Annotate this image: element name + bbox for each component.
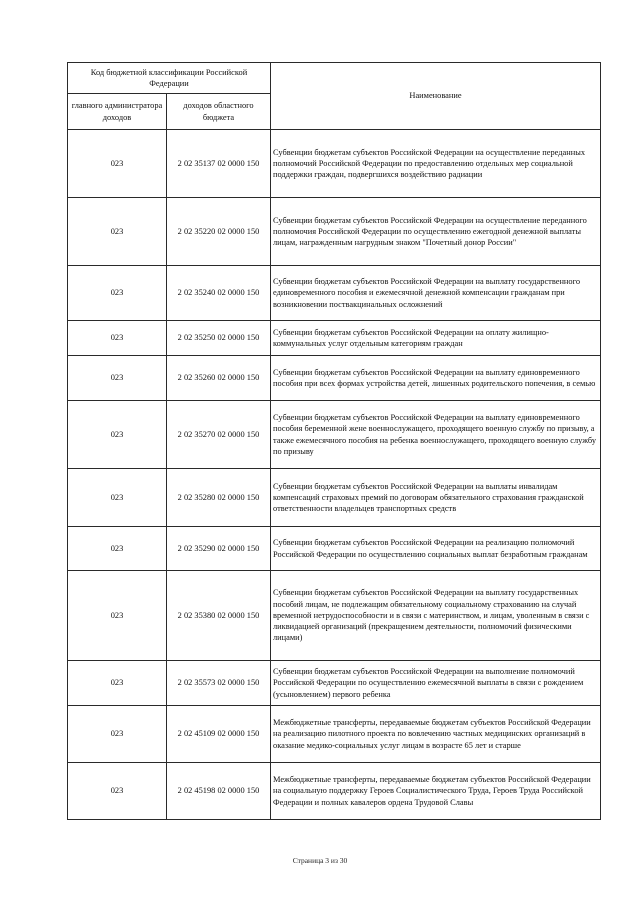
income-code-cell: 2 02 35290 02 0000 150	[167, 527, 271, 571]
admin-code-cell: 023	[68, 356, 167, 401]
name-cell: Субвенции бюджетам субъектов Российской Федерации на осуществление переданного полномочия Российской Федерации по осуществлению ежегодной денежной выплаты лицам, награжденным нагрудным знаком "Почетный донор России"	[271, 198, 601, 266]
budget-classification-table	[67, 62, 601, 820]
name-cell: Субвенции бюджетам субъектов Российской Федерации на выплату государственных пособий лицам, не подлежащим обязательному социальному страхованию на случай временной нетрудоспособности и в связи с материнством, и лицам, уволенным в связи с ликвидацией организаций (прекращением деятельности, полномочий физическими лицами)	[271, 571, 601, 661]
name-cell: Межбюджетные трансферты, передаваемые бюджетам субъектов Российской Федерации на реализацию пилотного проекта по вовлечению частных медицинских организаций в оказание медико-социальных услуг лицам в возрасте 65 лет и старше	[271, 706, 601, 763]
name-cell: Субвенции бюджетам субъектов Российской Федерации на выплату единовременного пособия беременной жене военнослужащего, проходящего военную службу по призыву, а также ежемесячного пособия на ребенка военнослужащего, проходящего военную службу по призыву	[271, 401, 601, 469]
table-row	[68, 356, 601, 401]
income-code-cell: 2 02 35573 02 0000 150	[167, 661, 271, 706]
income-code-cell: 2 02 35280 02 0000 150	[167, 469, 271, 527]
income-code-cell: 2 02 35240 02 0000 150	[167, 266, 271, 321]
income-code-cell: 2 02 35220 02 0000 150	[167, 198, 271, 266]
name-cell: Субвенции бюджетам субъектов Российской Федерации на выплату единовременного пособия при всех формах устройства детей, лишенных родительского попечения, в семью	[271, 356, 601, 401]
income-code-cell: 2 02 45198 02 0000 150	[167, 763, 271, 820]
table-row	[68, 266, 601, 321]
income-code-cell: 2 02 35250 02 0000 150	[167, 321, 271, 356]
admin-code-cell: 023	[68, 198, 167, 266]
table-row	[68, 661, 601, 706]
admin-code-cell: 023	[68, 763, 167, 820]
name-cell: Субвенции бюджетам субъектов Российской Федерации на оплату жилищно-коммунальных услуг отдельным категориям граждан	[271, 321, 601, 356]
name-cell: Субвенции бюджетам субъектов Российской Федерации на выплаты инвалидам компенсаций страховых премий по договорам обязательного страхования гражданской ответственности владельцев транспортных средств	[271, 469, 601, 527]
table-row	[68, 469, 601, 527]
income-code-cell: 2 02 35260 02 0000 150	[167, 356, 271, 401]
table-row	[68, 527, 601, 571]
name-cell: Субвенции бюджетам субъектов Российской Федерации на осуществление переданных полномочий Российской Федерации по предоставлению отдельных мер социальной поддержки граждан, подвергшихся воздействию радиации	[271, 130, 601, 198]
name-cell: Субвенции бюджетам субъектов Российской Федерации на реализацию полномочий Российской Федерации по осуществлению социальных выплат безработным гражданам	[271, 527, 601, 571]
admin-code-cell: 023	[68, 401, 167, 469]
income-code-cell: 2 02 35270 02 0000 150	[167, 401, 271, 469]
admin-code-cell: 023	[68, 321, 167, 356]
table-row	[68, 321, 601, 356]
name-cell: Межбюджетные трансферты, передаваемые бюджетам субъектов Российской Федерации на социальную поддержку Героев Социалистического Труда, Героев Труда Российской Федерации и полных кавалеров ордена Трудовой Славы	[271, 763, 601, 820]
table-row	[68, 401, 601, 469]
header-name: Наименование	[271, 63, 601, 130]
income-code-cell: 2 02 35380 02 0000 150	[167, 571, 271, 661]
table-row	[68, 571, 601, 661]
header-code-group: Код бюджетной классификации Российской Федерации	[68, 63, 271, 94]
page-number: Страница 3 из 30	[292, 856, 348, 865]
admin-code-cell: 023	[68, 571, 167, 661]
header-admin: главного администратора доходов	[68, 94, 167, 130]
admin-code-cell: 023	[68, 266, 167, 321]
income-code-cell: 2 02 45109 02 0000 150	[167, 706, 271, 763]
admin-code-cell: 023	[68, 527, 167, 571]
income-code-cell: 2 02 35137 02 0000 150	[167, 130, 271, 198]
name-cell: Субвенции бюджетам субъектов Российской Федерации на выполнение полномочий Российской Федерации по осуществлению ежемесячной выплаты в связи с рождением (усыновлением) первого ребенка	[271, 661, 601, 706]
table-row	[68, 706, 601, 763]
admin-code-cell: 023	[68, 130, 167, 198]
table-row	[68, 130, 601, 198]
admin-code-cell: 023	[68, 469, 167, 527]
table-row	[68, 763, 601, 820]
table-row	[68, 198, 601, 266]
admin-code-cell: 023	[68, 706, 167, 763]
admin-code-cell: 023	[68, 661, 167, 706]
name-cell: Субвенции бюджетам субъектов Российской Федерации на выплату государственного единовременного пособия и ежемесячной денежной компенсации гражданам при возникновении поствакцинальных осложнений	[271, 266, 601, 321]
header-income: доходов областного бюджета	[167, 94, 271, 130]
